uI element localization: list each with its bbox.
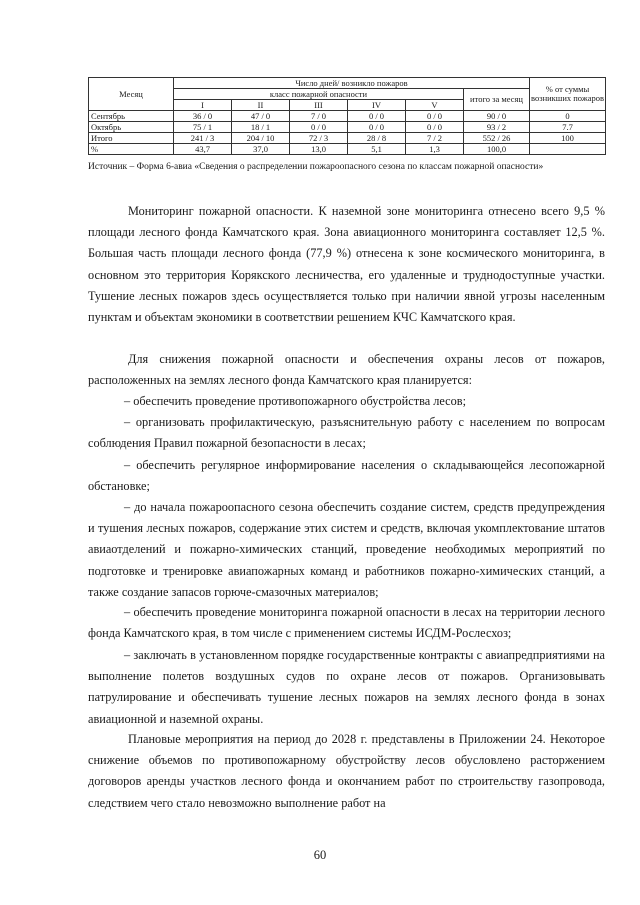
table-cell: 0 / 0 bbox=[348, 111, 406, 122]
table-cell: 75 / 1 bbox=[174, 122, 232, 133]
list-item: – до начала пожароопасного сезона обеспечить создание систем, средств предупреждения и тушения лесных пожаров, содержание этих систем и средств, включая укомплектование штатов авиаотделений и пожарно-химических станций, проведение необходимых мероприятий по подготовке и тренировке авиапожарных команд и работников пожарно-химических станций, а также создание запасов горюче-смазочных материалов; bbox=[88, 500, 605, 599]
table-cell: 43,7 bbox=[174, 144, 232, 155]
header-month: Месяц bbox=[89, 78, 174, 111]
table-cell: 1,3 bbox=[406, 144, 464, 155]
class-header: II bbox=[232, 100, 290, 111]
list-item: – обеспечить регулярное информирование населения о складывающейся лесопожарной обстановке; bbox=[88, 458, 605, 494]
row-percent bbox=[530, 144, 606, 155]
row-month: Итого bbox=[89, 133, 174, 144]
table-cell: 0 / 0 bbox=[290, 122, 348, 133]
table-cell: 28 / 8 bbox=[348, 133, 406, 144]
list-item: – обеспечить проведение мониторинга пожарной опасности в лесах на территории лесного фонда Камчатского края, в том числе с применением системы ИСДМ-Рослесхоз; bbox=[88, 605, 605, 641]
table-row bbox=[89, 111, 606, 122]
table-row bbox=[89, 144, 606, 155]
table-cell: 7 / 0 bbox=[290, 111, 348, 122]
list-item: – обеспечить проведение противопожарного обустройства лесов; bbox=[124, 394, 466, 408]
table-cell: 0 / 0 bbox=[406, 111, 464, 122]
paragraph-monitoring: Мониторинг пожарной опасности. К наземной зоне мониторинга отнесено всего 9,5 % площади лесного фонда Камчатского края. Зона авиационного мониторинга составляет 12,5 %. Большая часть площади лесного фонда (77,9 %) отнесена к зоне космического мониторинга, в основном это территория Корякского лесничества, его удаленные и труднодоступные участки. Тушение лесных пожаров здесь осуществляется только при наличии явной угрозы населенным пунктам и объектам экономики в соответствии решением КЧС Камчатского края. bbox=[88, 204, 605, 325]
row-total: 100,0 bbox=[464, 144, 530, 155]
row-month: Октябрь bbox=[89, 122, 174, 133]
class-header: I bbox=[174, 100, 232, 111]
page-number: 60 bbox=[313, 848, 327, 862]
header-total-month: итого за месяц bbox=[464, 89, 530, 111]
paragraph-planned-measures: Плановые мероприятия на период до 2028 г. представлены в Приложении 24. Некоторое снижение объемов по противопожарному обустройству лесов обусловлено расторжением договоров аренды участков лесного фонда и окончанием работ по строительству газопровода, следствием чего стало невозможно выполнение работ на bbox=[88, 732, 605, 810]
class-header: III bbox=[290, 100, 348, 111]
row-month: Сентябрь bbox=[89, 111, 174, 122]
row-total: 93 / 2 bbox=[464, 122, 530, 133]
header-days-fires: Число дней/ возникло пожаров bbox=[174, 78, 530, 89]
table-cell: 5,1 bbox=[348, 144, 406, 155]
table-cell: 72 / 3 bbox=[290, 133, 348, 144]
row-percent: 7.7 bbox=[530, 122, 606, 133]
table-cell: 18 / 1 bbox=[232, 122, 290, 133]
table-cell: 241 / 3 bbox=[174, 133, 232, 144]
table-source-note: Источник – Форма 6-авиа «Сведения о распределении пожароопасного сезона по классам пожарной опасности» bbox=[88, 162, 544, 172]
table-cell: 36 / 0 bbox=[174, 111, 232, 122]
table-cell: 13,0 bbox=[290, 144, 348, 155]
table-cell: 0 / 0 bbox=[406, 122, 464, 133]
row-total: 552 / 26 bbox=[464, 133, 530, 144]
header-percent-fires: % от суммы возникших пожаров bbox=[530, 78, 606, 111]
paragraph-plan-intro: Для снижения пожарной опасности и обеспечения охраны лесов от пожаров, расположенных на землях лесного фонда Камчатского края планируется: bbox=[88, 352, 605, 388]
header-fire-class: класс пожарной опасности bbox=[174, 89, 464, 100]
class-header: V bbox=[406, 100, 464, 111]
table-cell: 7 / 2 bbox=[406, 133, 464, 144]
list-item: – заключать в установленном порядке государственные контракты с авиапредприятиями на выполнение полетов воздушных судов по охране лесов от пожаров. Организовывать патрулирование и обеспечивать тушение лесных пожаров на землях лесного фонда в зонах авиационной и наземной охраны. bbox=[88, 648, 605, 726]
table-row bbox=[89, 122, 606, 133]
table-cell: 0 / 0 bbox=[348, 122, 406, 133]
row-month: % bbox=[89, 144, 174, 155]
table-cell: 37,0 bbox=[232, 144, 290, 155]
row-total: 90 / 0 bbox=[464, 111, 530, 122]
row-percent: 100 bbox=[530, 133, 606, 144]
fire-statistics-table bbox=[88, 77, 606, 155]
table-row bbox=[89, 133, 606, 144]
class-header: IV bbox=[348, 100, 406, 111]
row-percent: 0 bbox=[530, 111, 606, 122]
list-item: – организовать профилактическую, разъяснительную работу с населением по вопросам соблюдения Правил пожарной безопасности в лесах; bbox=[88, 415, 605, 451]
table-cell: 204 / 10 bbox=[232, 133, 290, 144]
table-cell: 47 / 0 bbox=[232, 111, 290, 122]
